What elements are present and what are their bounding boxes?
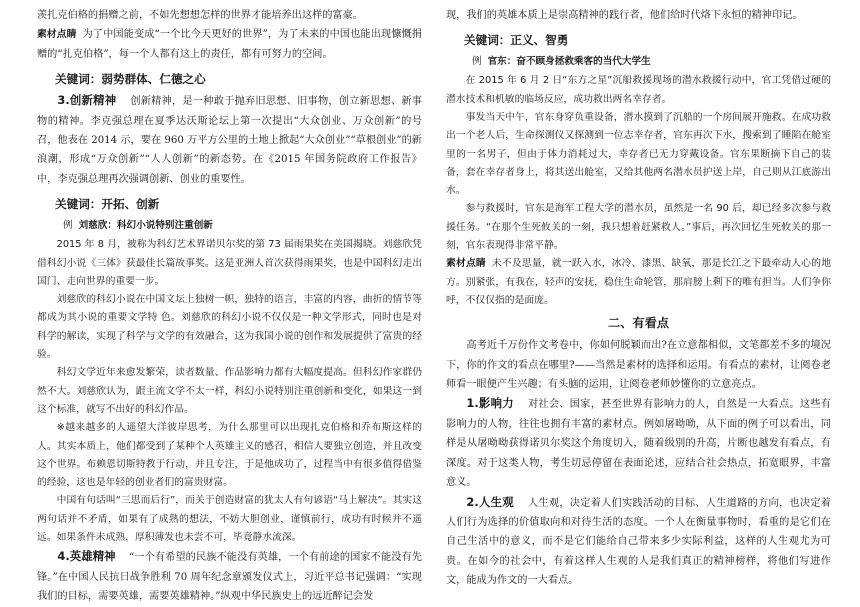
section-text: 对社会、国家，甚至世界有影响力的人，自然是一大看点。这些有影响力的人物，往往也拥有丰富的素材点。例如屠呦呦，从下面的例子可以看出，同样是从屠呦呦获得诺贝尔奖这个角度切入，随着级别的升高，片断也越发有看点，有深度。对于这类人物，考生切忌停留在表面论述，应结合社会热点，拓宽眼界，丰富意义。 — [446, 399, 831, 489]
keyword-heading: 关键词：弱势群体、仁德之心 — [55, 72, 206, 87]
example-label: 例 — [63, 220, 73, 232]
keyword-heading: 关键词：开拓、创新 — [55, 197, 160, 212]
left-column — [37, 6, 422, 607]
material-comment — [446, 255, 831, 310]
example-heading — [472, 52, 831, 72]
section-innovation — [37, 91, 422, 189]
example-paragraph: 2015 年 8 月，被称为科幻艺术界诺贝尔奖的第 73 届雨果奖在美国揭晓。刘慈欣凭借科幻小说《三体》获最佳长篇故事奖。这是亚洲人首次获得雨果奖，也是中国科幻走出国门、走向世界的重要一步。 — [37, 239, 422, 287]
section-text: “一个有希望的民族不能没有英雄，一个有前途的国家不能没有先锋。”在中国人民抗日战争胜利 70 周年纪念章颁发仪式上，习近平总书记强调：“实现我们的目标，需要英雄，需要英雄精神。”纵观中华民族史上的远近醉记会发 — [37, 552, 422, 603]
section-title: 2.人生观 — [466, 494, 514, 509]
comment-label: 素材点睛 — [37, 29, 77, 41]
example-paragraph: 在 2015 年 6 月 2 日“东方之星”沉船救援现场的潜水救援行动中，官工凭借过硬的潜水技术和机敏的临场反应，成功救出两名幸存者。 — [446, 75, 831, 105]
comment-text: 未不及思量，就一跃入水，冰冷、漆黑、缺氧，那是长江之下最牵动人心的地方。别紧张，有我在，轻声的安抚，稳住生命轮管，那肩膀上剩下的唯有担当。人们争你呼，不仅仅指的是面庞。 — [446, 258, 832, 306]
example-paragraph: ※越来越多的人遥望大洋彼岸思考，为什么那里可以出现扎克伯格和乔布斯这样的人。其实本质上，他们都受到了某种个人英雄主义的感召，相信人要独立创造，并且改变这个世界。布赖恩切斯特教于行动，并且专注，于是他成功了，过程当中有很多值得借鉴的经验，这也是年轻的创业者们的富贵财富。 — [37, 422, 422, 489]
example-title: 官东：奋不顾身拯救乘客的当代大学生 — [487, 56, 651, 68]
section-life-view — [446, 493, 831, 591]
example-title: 刘慈欣：科幻小说特别注重创新 — [78, 220, 213, 232]
section-hero — [37, 547, 422, 606]
example-heading — [63, 216, 422, 236]
section-heading: 二、有看点 — [608, 316, 669, 331]
right-column — [446, 6, 831, 591]
example-label: 例 — [472, 56, 482, 68]
section-text: 人生观，决定着人们实践活动的目标、人生道路的方向，也决定着人们行为选择的价值取向和对待生活的态度。一个人在衡量事物时，看重的是它们在自己生活中的意义，而不是它们能给自己带来多少实际利益，这样的人生观尤为可贵。在如今的社会中，有着这样人生观的人是我们真正的精神榜样，将他们写进作文，能成为作文的一大看点。 — [446, 497, 831, 587]
example-paragraph: 事发当天中午，官东身穿负重设备，潜水摸到了沉船的一个房间展开施救。在成功救出一个老人后，生命探测仪又探测到一位志幸存者，官东再次下水，搜索到了睡陷在舱室里的一名男子，但由于体力消耗过大，幸存者已无力穿戴设备。官东果断摘下自己的装备，套在幸存者身上，将其送出舱室，又给其他两名潜水员护送上岸，自己则从江底游出水。 — [446, 112, 831, 197]
example-paragraph: 参与救援时，官东是海军工程大学的潜水员，虽然是一名 90 后，却已经多次参与救援任务。“在那个生死攸关的一刻，我只想着赶紧救人。”事后，再次回忆生死攸关的那一刻，官东表现得非常平静。 — [446, 203, 831, 252]
example-paragraph: 刘慈欣的科幻小说在中国文坛上独树一帜，独特的语言，丰富的内容，曲折的情节等都成为其小说的重要文学特 色。刘慈欣的科幻小说不仅仅是一种文学形式，同时也是对科学的解读，实现了科学与文学的有效融合，这为我国小说的创作和发展提供了富贵的经验。 — [37, 294, 422, 361]
comment-label: 素材点睛 — [446, 258, 486, 270]
example-paragraph: 科幻文学近年来愈发繁荣，读者数量、作品影响力都有大幅度提高。但科幻作家群仍然不大。刘慈欣认为，跟主流文学不太一样，科幻小说特别注重创新和变化，如果这一到这个标准，就写不出好的科幻作品。 — [37, 367, 422, 415]
comment-text: 为了中国能变成“一个比今天更好的世界”，为了未来的中国也能出现慷慨捐赠的“扎克伯格”，每一个人都有这上的责任，都有可努力的空间。 — [37, 29, 422, 60]
paragraph-continuation: 现，我们的英雄本质上是崇高精神的践行者，他们给时代烙下永恒的精神印记。 — [446, 10, 803, 21]
intro-paragraph: 高考近千万份作文考卷中，你如何脱颖而出?在立意都相似，文笔都差不多的境况下，你的作文的看点在哪里?——当然是素材的选择和运用。有看点的素材，让阅卷老师看一眼便产生兴趣；有头脑的运用，让阅卷老师妙懂你的立意亮点。 — [446, 340, 831, 391]
section-title: 3.创新精神 — [57, 93, 117, 108]
keyword-heading: 关键词：正义、智勇 — [464, 33, 569, 48]
section-text: 创新精神，是一种敢于抛弃旧思想、旧事物，创立新思想、新事物的精神。李克强总理在夏季达沃斯论坛上第一次提出“大众创业、万众创新”的号召，他表在 2014 示，要在 960 万平方公里的土地上掀起“大众创业”“草根创业”的新浪潮，形成“万众创新”“人人创新”的新态势。在《2015 年国务院政府工作报告》中，李克强总理再次强调创新、创业的重要性。 — [37, 96, 422, 185]
material-comment — [37, 25, 422, 64]
section-title: 4.英雄精神 — [57, 549, 116, 564]
paragraph-continuation: 羡扎克伯格的捐赠之前，不如先想想怎样的世界才能培养出这样的富豪。 — [37, 10, 363, 21]
section-influence — [446, 394, 831, 492]
example-paragraph: 中国有句话叫“三思而后行”，而关于创造财富的犹太人有句谚语“马上解决”。其实这两句话并不矛盾，如果有了成熟的想法，不妨大胆创业，谨慎前行，成功有时候并不遥远。如果条件未成熟，厚积薄发也未尝不可，毕竟静水流深。 — [37, 495, 422, 543]
section-title: 1.影响力 — [466, 396, 514, 411]
